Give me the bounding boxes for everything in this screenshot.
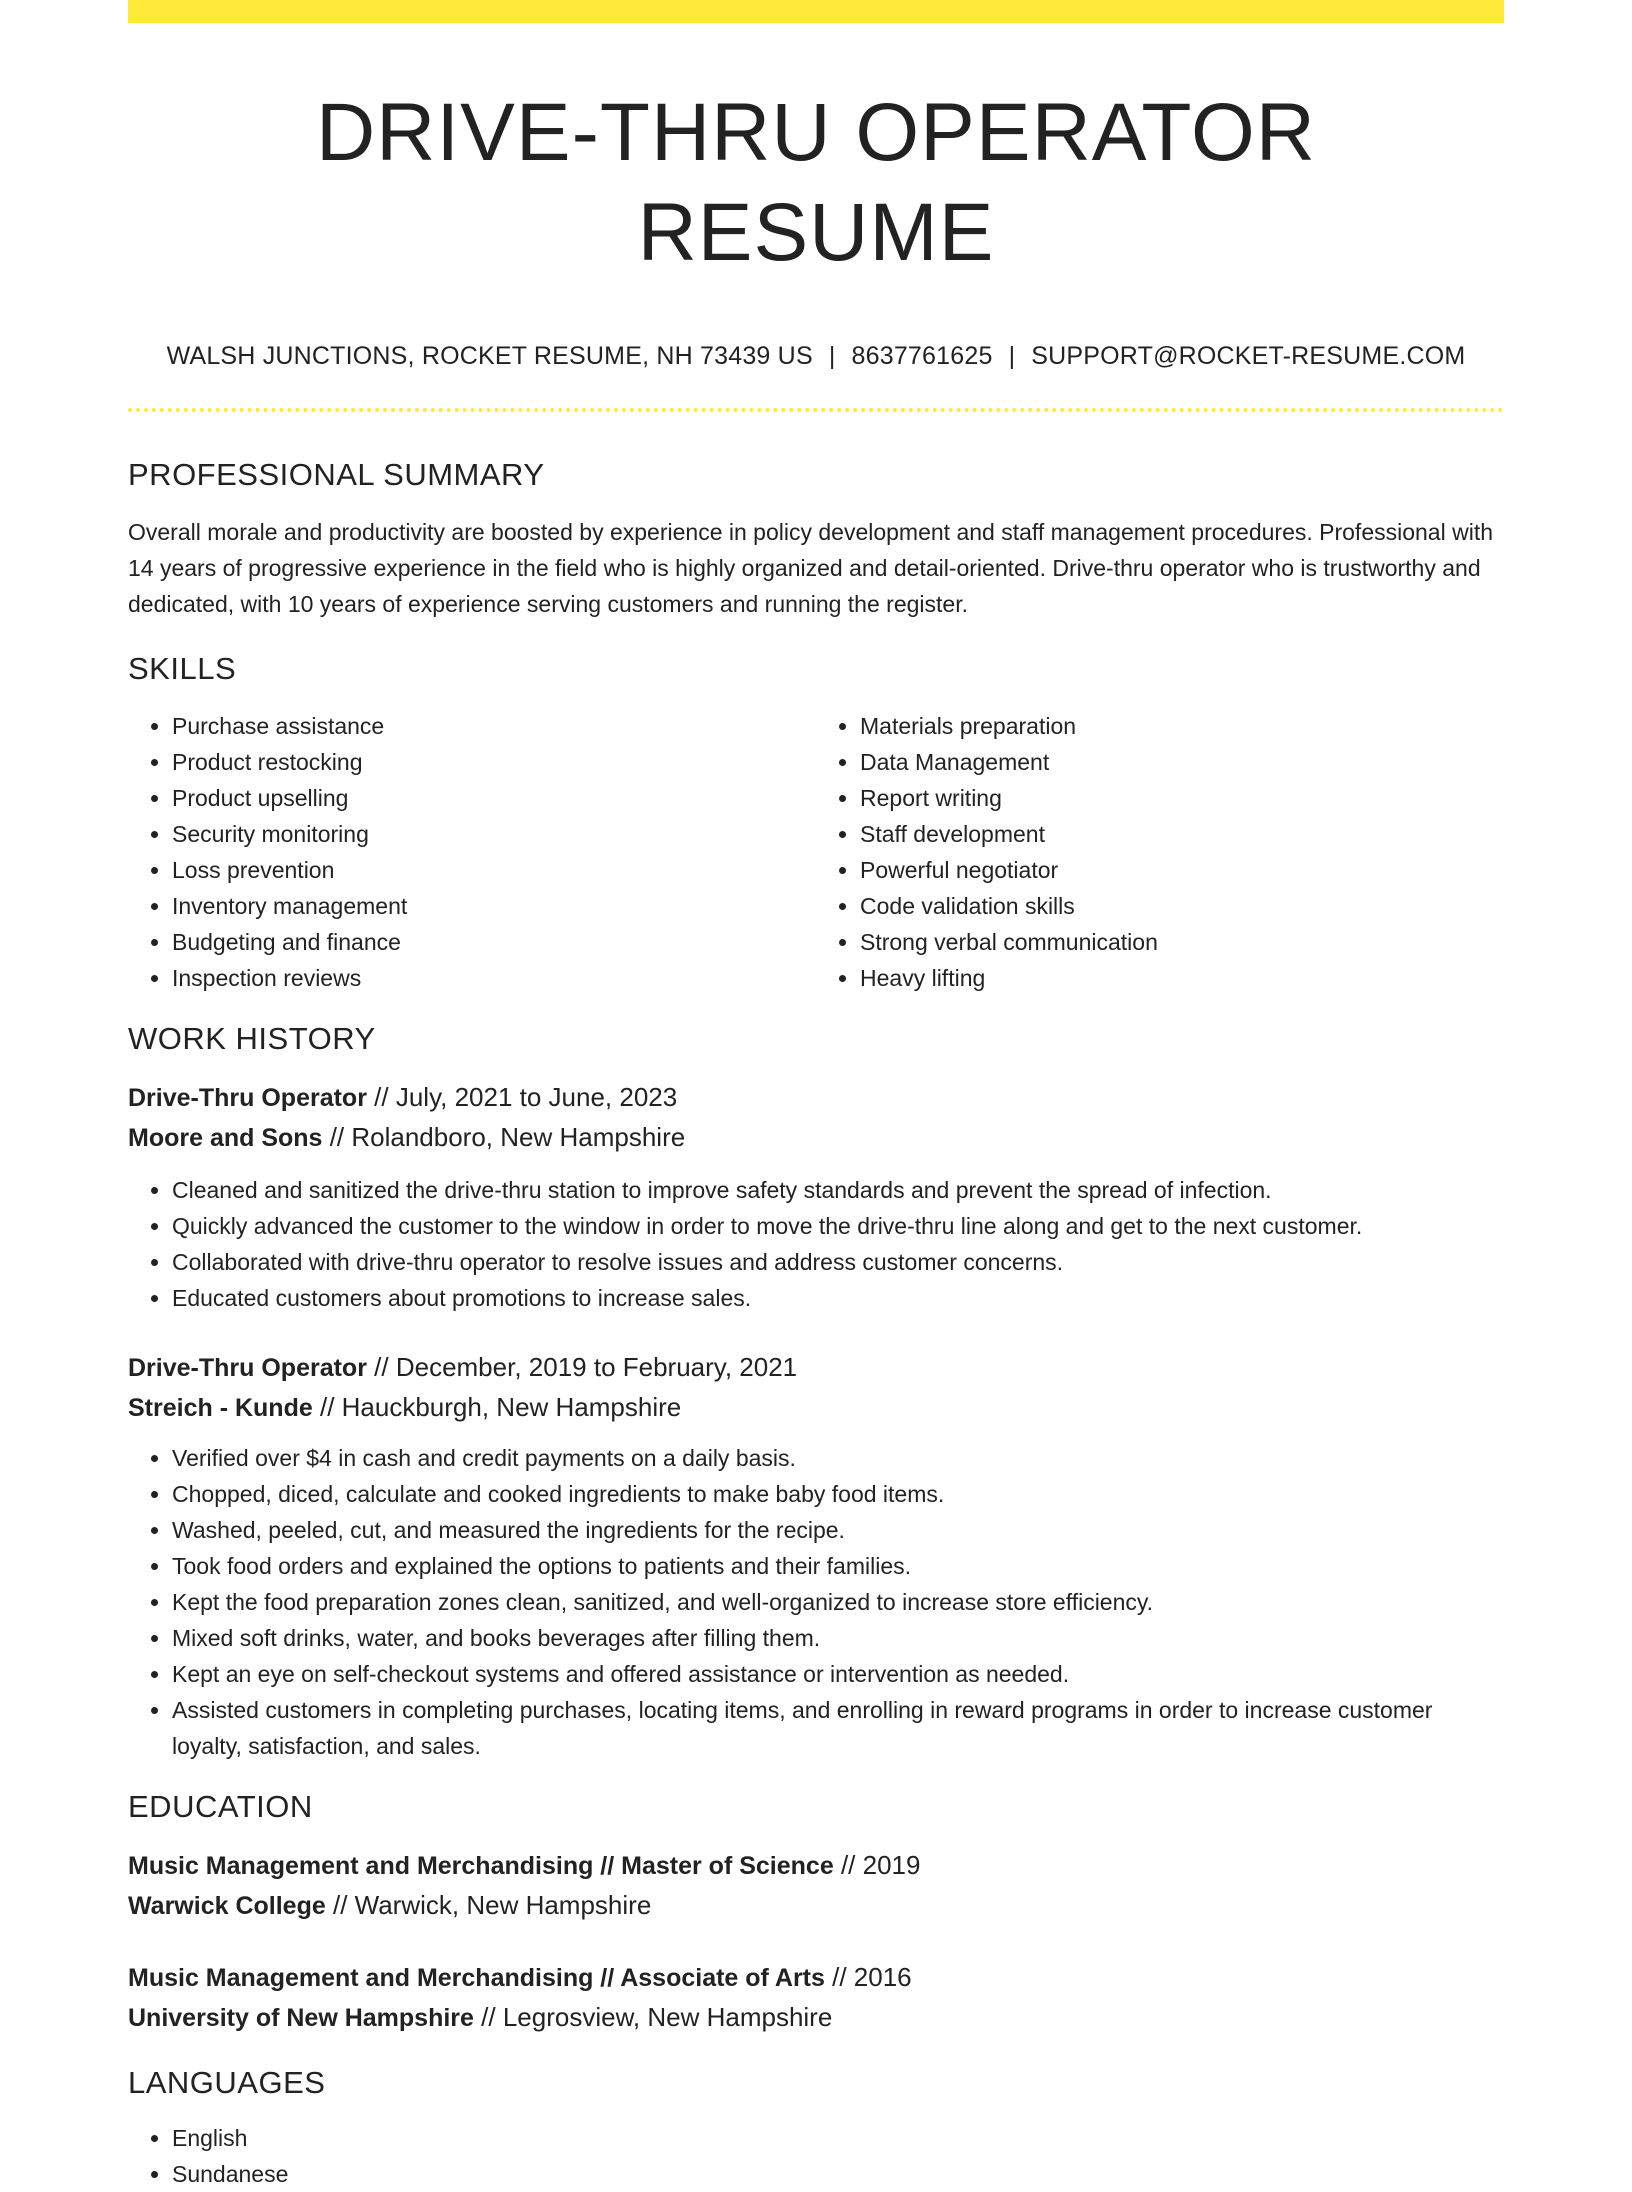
job-bullet: • Collaborated with drive-thru operator to resolve issues and address customer concerns.	[172, 1244, 1504, 1280]
job-bullet: • Chopped, diced, calculate and cooked ingredients to make baby food items.	[172, 1476, 1504, 1512]
skill-item: • Report writing	[860, 780, 1504, 816]
dotted-divider	[128, 408, 1504, 412]
skills-list-right	[816, 708, 1504, 996]
contact-address: WALSH JUNCTIONS, ROCKET RESUME, NH 73439 US	[166, 342, 813, 370]
job-dates: // December, 2019 to February, 2021	[366, 1352, 798, 1382]
job-title: Drive-Thru Operator	[128, 1354, 367, 1382]
job-bullet: • Quickly advanced the customer to the window in order to move the drive-thru line along and get to the next customer.	[172, 1208, 1504, 1244]
skill-item: • Powerful negotiator	[860, 852, 1504, 888]
job-entry	[128, 1348, 1504, 1764]
job-company: Streich - Kunde	[128, 1394, 313, 1422]
skill-item: • Staff development	[860, 816, 1504, 852]
summary-text: Overall morale and productivity are boosted by experience in policy development and staff management procedures. Professional with 14 years of progressive experience in the field who is highly organized and detail-oriented. Drive-thru operator who is trustworthy and dedicated, with 10 years of experience serving customers and running the register.	[128, 519, 1493, 617]
degree-line	[128, 1958, 1504, 1998]
contact-phone: 8637761625	[851, 342, 993, 370]
job-bullet: • Mixed soft drinks, water, and books beverages after filling them.	[172, 1620, 1504, 1656]
job-bullet: • Kept an eye on self-checkout systems and offered assistance or intervention as needed.	[172, 1656, 1504, 1692]
job-bullet: • Assisted customers in completing purchases, locating items, and enrolling in reward programs in order to increase customer loyalty, satisfaction, and sales.	[172, 1692, 1504, 1764]
resume-content	[128, 23, 1504, 2192]
skill-item: • Security monitoring	[172, 816, 816, 852]
work-heading: WORK HISTORY	[128, 1021, 376, 1056]
school-location: // Warwick, New Hampshire	[325, 1890, 652, 1920]
job-location: // Rolandboro, New Hampshire	[322, 1122, 686, 1152]
degree-name: Music Management and Merchandising // Associate of Arts	[128, 1964, 825, 1992]
job-company-line	[128, 1388, 1504, 1428]
job-bullet: • Took food orders and explained the options to patients and their families.	[172, 1548, 1504, 1584]
degree-name: Music Management and Merchandising // Master of Science	[128, 1852, 834, 1880]
job-location: // Hauckburgh, New Hampshire	[312, 1392, 682, 1422]
resume-title: DRIVE-THRU OPERATOR RESUME	[315, 87, 1317, 278]
skills-columns	[128, 708, 1504, 996]
school-name: Warwick College	[128, 1892, 326, 1920]
school-location: // Legrosview, New Hampshire	[473, 2002, 833, 2032]
language-item: • Sundanese	[172, 2156, 1504, 2192]
skill-item: • Inventory management	[172, 888, 816, 924]
school-line	[128, 1886, 1504, 1926]
job-entry	[128, 1078, 1504, 1316]
job-bullet: • Kept the food preparation zones clean, sanitized, and well-organized to increase store efficiency.	[172, 1584, 1504, 1620]
skill-item: • Loss prevention	[172, 852, 816, 888]
job-company: Moore and Sons	[128, 1124, 323, 1152]
skill-item: • Inspection reviews	[172, 960, 816, 996]
job-title-line	[128, 1348, 1504, 1388]
job-dates: // July, 2021 to June, 2023	[366, 1082, 678, 1112]
job-title-line	[128, 1078, 1504, 1118]
job-bullets	[128, 1172, 1504, 1316]
skill-item: • Product upselling	[172, 780, 816, 816]
job-title: Drive-Thru Operator	[128, 1084, 367, 1112]
education-entry	[128, 1846, 1504, 1926]
skill-item: • Materials preparation	[860, 708, 1504, 744]
job-bullet: • Cleaned and sanitized the drive-thru station to improve safety standards and prevent the spread of infection.	[172, 1172, 1504, 1208]
skill-item: • Strong verbal communication	[860, 924, 1504, 960]
languages-heading: LANGUAGES	[128, 2065, 326, 2100]
accent-top-bar	[128, 0, 1504, 23]
school-name: University of New Hampshire	[128, 2004, 474, 2032]
contact-separator: |	[828, 342, 836, 370]
skill-item: • Budgeting and finance	[172, 924, 816, 960]
education-entry	[128, 1958, 1504, 2038]
degree-year: // 2016	[824, 1962, 912, 1992]
skill-item: • Data Management	[860, 744, 1504, 780]
job-bullet: • Washed, peeled, cut, and measured the ingredients for the recipe.	[172, 1512, 1504, 1548]
degree-line	[128, 1846, 1504, 1886]
skill-item: • Purchase assistance	[172, 708, 816, 744]
education-heading: EDUCATION	[128, 1789, 313, 1824]
skill-item: • Heavy lifting	[860, 960, 1504, 996]
job-company-line	[128, 1118, 1504, 1158]
skill-item: • Code validation skills	[860, 888, 1504, 924]
contact-line	[128, 341, 1504, 371]
language-item: • English	[172, 2120, 1504, 2156]
job-bullet: • Educated customers about promotions to increase sales.	[172, 1280, 1504, 1316]
school-line	[128, 1998, 1504, 2038]
contact-email: SUPPORT@ROCKET-RESUME.COM	[1031, 342, 1466, 370]
job-bullet: • Verified over $4 in cash and credit payments on a daily basis.	[172, 1440, 1504, 1476]
skill-item: • Product restocking	[172, 744, 816, 780]
skills-list-left	[128, 708, 816, 996]
summary-heading: PROFESSIONAL SUMMARY	[128, 457, 545, 492]
contact-separator: |	[1008, 342, 1016, 370]
languages-list	[128, 2120, 1504, 2192]
degree-year: // 2019	[833, 1850, 921, 1880]
job-bullets	[128, 1440, 1504, 1764]
skills-heading: SKILLS	[128, 651, 237, 686]
